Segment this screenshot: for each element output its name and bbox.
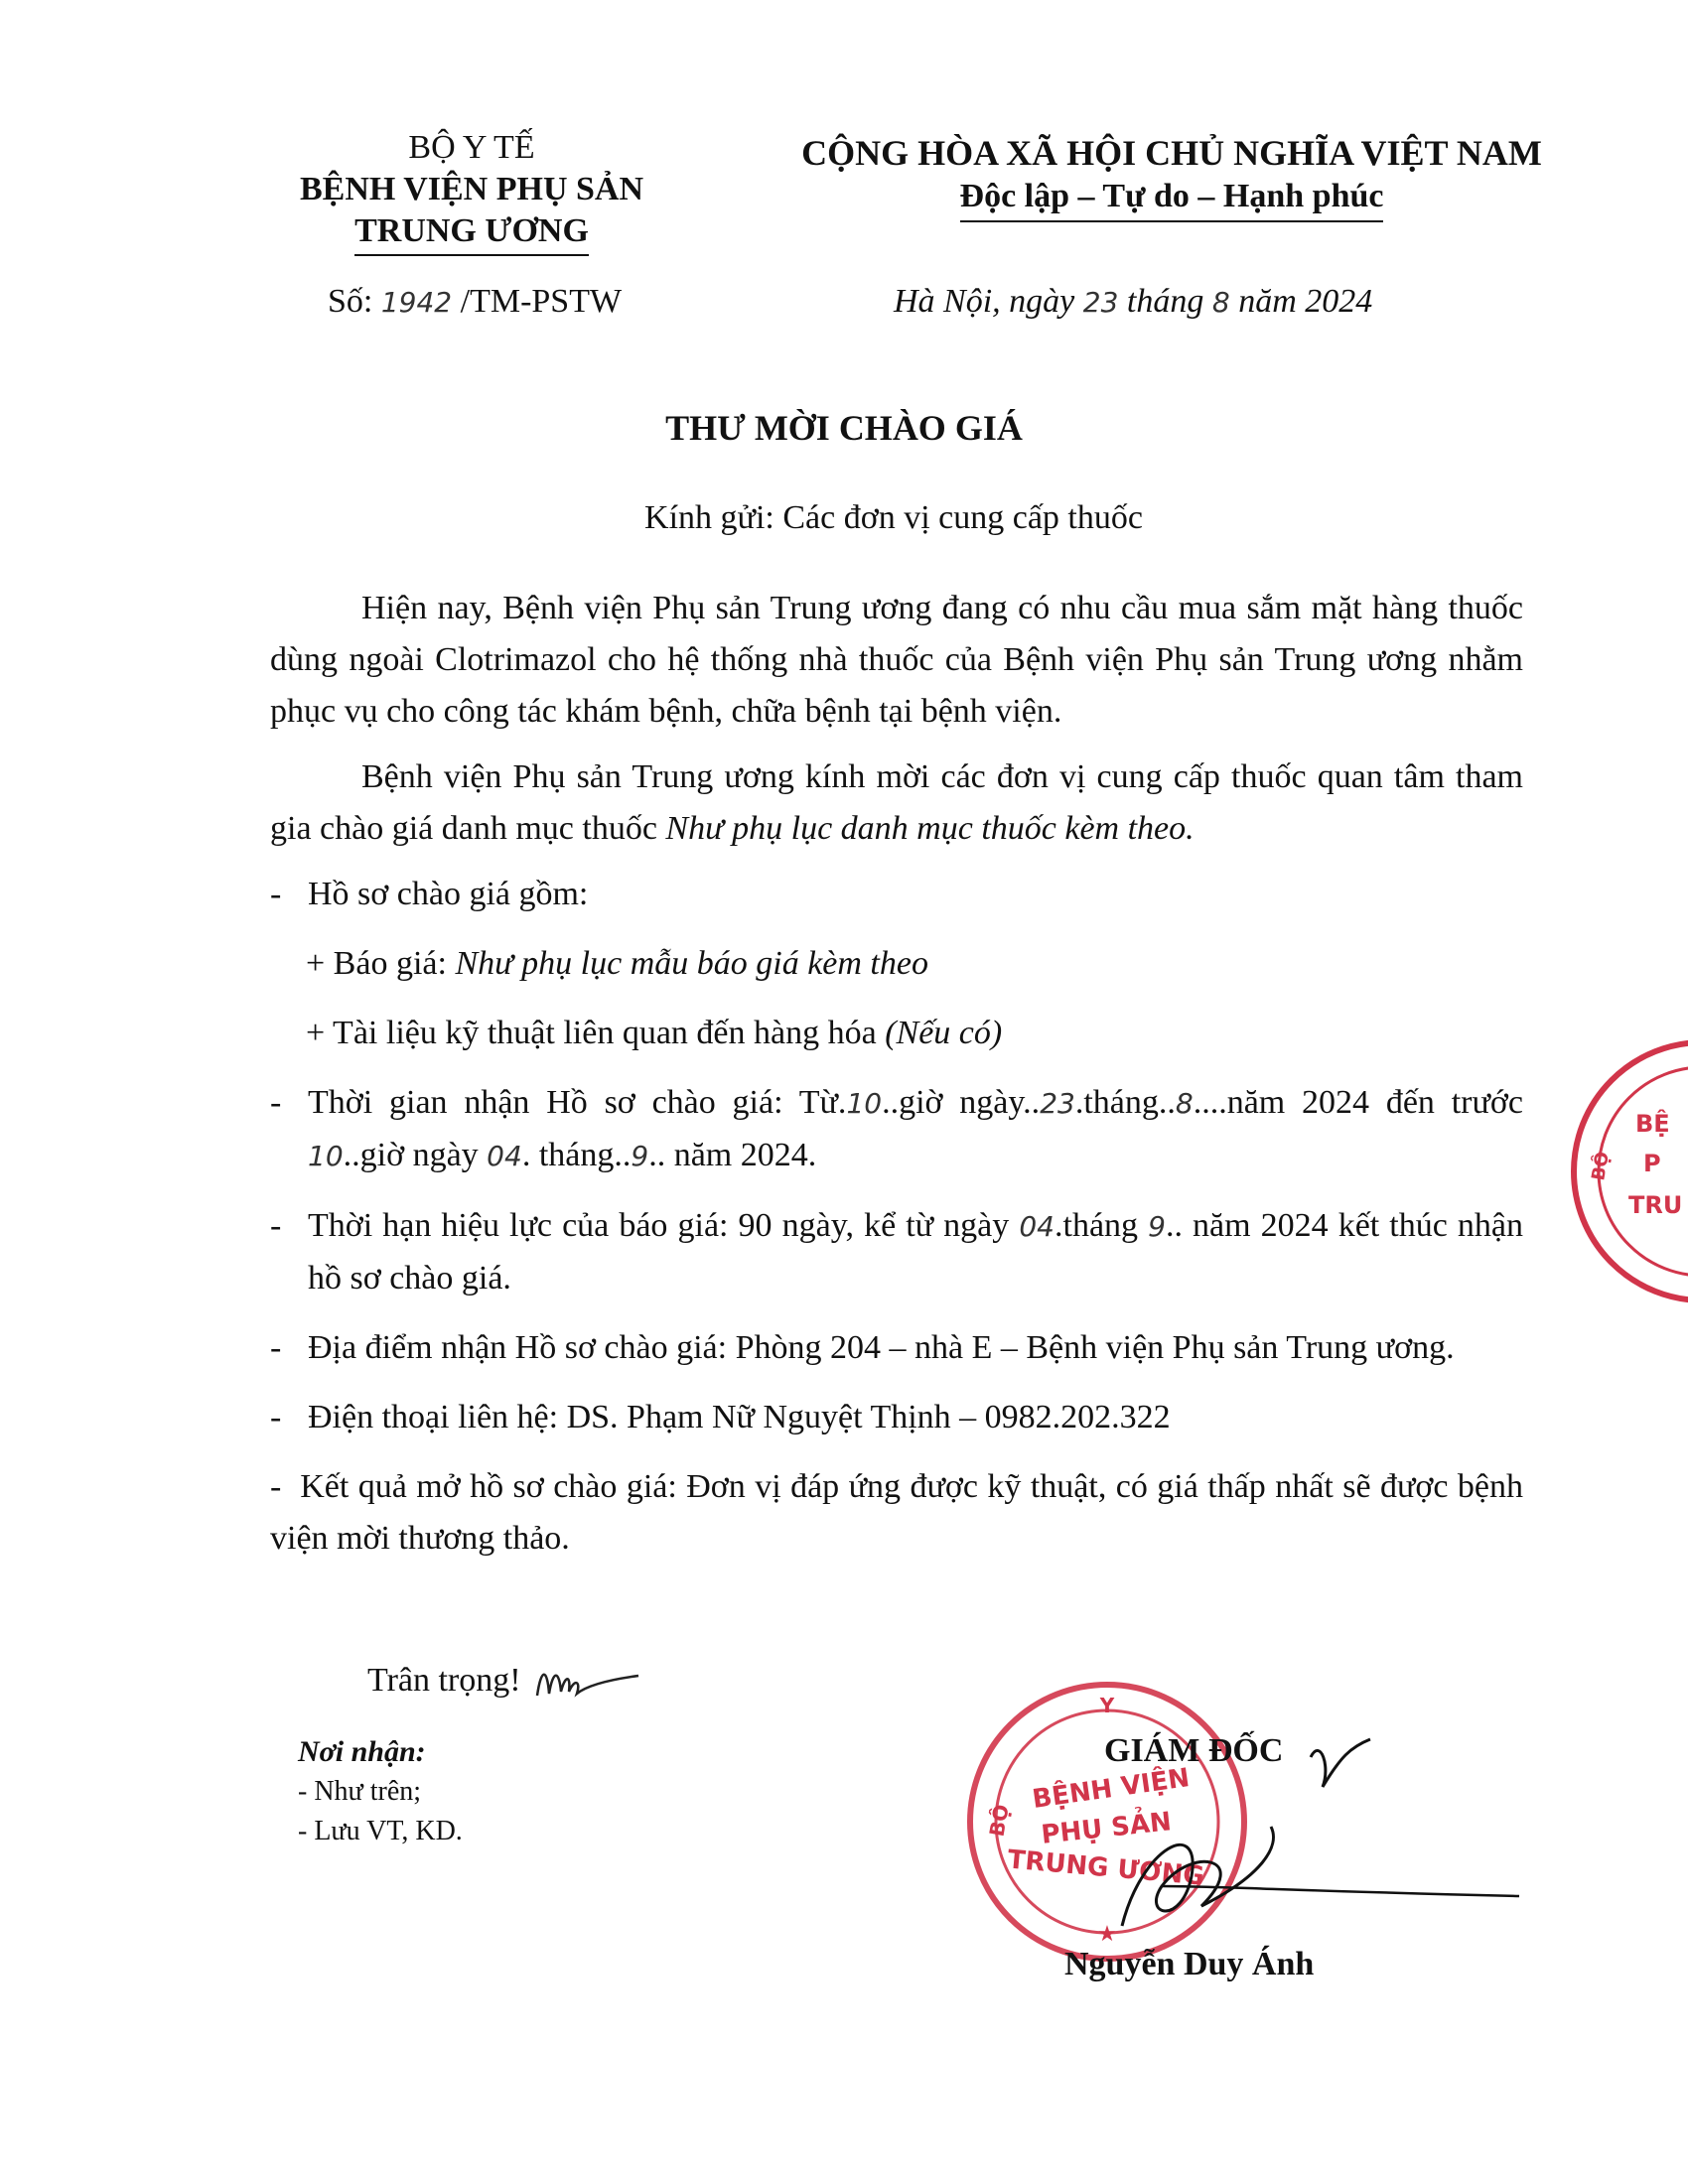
recipient-item: - Như trên; — [298, 1776, 422, 1807]
date-day-handwritten: 23 — [1082, 286, 1119, 319]
recipients-heading: Nơi nhận: — [298, 1735, 426, 1768]
time-hour2-handwritten: 10 — [308, 1140, 344, 1172]
time-day1-handwritten: 23 — [1040, 1087, 1075, 1120]
svg-text:Y: Y — [1099, 1694, 1115, 1717]
hospital-name-line2: TRUNG ƯƠNG — [354, 210, 589, 256]
dash-marker: - — [270, 1084, 282, 1121]
document-number — [328, 283, 622, 321]
date-year: năm 2024 — [1238, 283, 1373, 320]
invitation-text: Bệnh viện Phụ sản Trung ương kính mời các đơn vị cung cấp thuốc quan tâm tham gia chào giá danh mục thuốc — [270, 758, 1523, 847]
time-text-f: . tháng.. — [521, 1137, 632, 1173]
sub-item-docs — [270, 1008, 1523, 1059]
result-text: Kết quả mở hồ sơ chào giá: Đơn vị đáp ứng được kỹ thuật, có giá thấp nhất sẽ được bệnh viện mời thương thảo. — [270, 1468, 1524, 1557]
document-date — [894, 283, 1372, 321]
svg-text:BỘ: BỘ — [1588, 1150, 1614, 1182]
invitation-italic: Như phụ lục danh mục thuốc kèm theo. — [665, 810, 1195, 847]
date-month-handwritten: 8 — [1211, 286, 1230, 319]
list-item-dossier — [270, 869, 1523, 920]
national-motto: Độc lập – Tự do – Hạnh phúc — [960, 175, 1384, 222]
number-prefix: Số: — [328, 283, 373, 320]
time-month1-handwritten: 8 — [1175, 1087, 1194, 1120]
time-text-e: ..giờ ngày — [343, 1137, 488, 1173]
greeting: Kính gửi: Các đơn vị cung cấp thuốc — [644, 499, 1143, 536]
initial-signature — [529, 1658, 648, 1707]
issuing-authority — [248, 127, 695, 256]
director-signature — [1102, 1727, 1529, 1946]
docs-label: + Tài liệu kỹ thuật liên quan đến hàng hóa — [306, 1015, 877, 1051]
svg-text:BỆ: BỆ — [1635, 1110, 1670, 1138]
country-name: CỘNG HÒA XÃ HỘI CHỦ NGHĨA VIỆT NAM — [801, 133, 1542, 173]
validity-text-a: Thời hạn hiệu lực của báo giá: 90 ngày, kể từ ngày — [308, 1207, 1020, 1244]
time-month2-handwritten: 9 — [631, 1140, 649, 1172]
sub-item-quote — [270, 938, 1523, 990]
dash-marker: - — [270, 1329, 282, 1366]
dash-marker: - — [270, 1468, 301, 1505]
number-suffix: /TM-PSTW — [460, 283, 623, 320]
list-item-place — [270, 1322, 1523, 1374]
validity-month-handwritten: 9 — [1148, 1210, 1166, 1243]
closing-text: Trân trọng! — [367, 1661, 521, 1699]
validity-day-handwritten: 04 — [1019, 1210, 1055, 1243]
time-day2-handwritten: 04 — [487, 1140, 522, 1172]
svg-text:BỆNH VIỆN: BỆNH VIỆN — [1030, 1763, 1192, 1816]
signer-role: GIÁM ĐỐC — [1104, 1732, 1284, 1769]
dossier-text: Hồ sơ chào giá gồm: — [308, 876, 589, 912]
svg-text:TRUNG ƯƠNG: TRUNG ƯƠNG — [1006, 1844, 1205, 1892]
list-item-phone — [270, 1392, 1523, 1443]
validity-text-c: .. năm 2024 kết thúc nhận hồ sơ chào giá. — [308, 1207, 1524, 1297]
hospital-name-line1: BỆNH VIỆN PHỤ SẢN — [299, 171, 644, 207]
quote-italic: Như phụ lục mẫu báo giá kèm theo — [455, 945, 928, 982]
list-item-validity — [270, 1200, 1523, 1304]
signer-name: Nguyễn Duy Ánh — [1064, 1946, 1315, 1982]
letter-body — [270, 583, 1523, 1582]
list-item-result — [270, 1461, 1523, 1565]
time-text-d: ....năm 2024 đến trước — [1193, 1084, 1523, 1121]
recipient-item: - Lưu VT, KD. — [298, 1816, 463, 1846]
national-header — [715, 131, 1628, 222]
number-handwritten: 1942 — [380, 286, 453, 319]
svg-text:BỘ: BỘ — [984, 1802, 1014, 1839]
date-month-label: tháng — [1126, 283, 1204, 320]
docs-italic: (Nếu có) — [885, 1015, 1003, 1051]
partial-stamp — [1564, 1032, 1688, 1310]
svg-text:P: P — [1643, 1150, 1661, 1177]
dash-marker: - — [270, 1399, 282, 1435]
phone-text: Điện thoại liên hệ: DS. Phạm Nữ Nguyệt Thịnh – 0982.202.322 — [308, 1399, 1171, 1435]
time-text-b: ..giờ ngày.. — [882, 1084, 1041, 1121]
dash-marker: - — [270, 1207, 282, 1244]
ministry-name: BỘ Y TẾ — [408, 129, 535, 166]
list-item-time — [270, 1077, 1523, 1182]
time-text-g: .. năm 2024. — [648, 1137, 817, 1173]
recipients-block — [298, 1732, 463, 1851]
document-title: THƯ MỜI CHÀO GIÁ — [665, 408, 1023, 448]
time-text-c: .tháng.. — [1074, 1084, 1176, 1121]
time-hour1-handwritten: 10 — [846, 1087, 883, 1120]
closing — [367, 1658, 648, 1707]
paragraph-intro: Hiện nay, Bệnh viện Phụ sản Trung ương đang có nhu cầu mua sắm mặt hàng thuốc dùng ngoài Clotrimazol cho hệ thống nhà thuốc của Bệnh viện Phụ sản Trung ương nhằm phục vụ cho công tác khám bệnh, chữa bệnh tại bệnh viện. — [270, 590, 1523, 730]
time-text-a: Thời gian nhận Hồ sơ chào giá: Từ. — [308, 1084, 847, 1121]
dash-marker: - — [270, 876, 282, 912]
svg-text:TRU: TRU — [1628, 1191, 1683, 1219]
quote-label: + Báo giá: — [306, 945, 447, 982]
svg-text:PHỤ SẢN: PHỤ SẢN — [1040, 1807, 1174, 1850]
validity-text-b: .tháng — [1055, 1207, 1149, 1244]
paragraph-invitation — [270, 751, 1523, 855]
svg-text:★: ★ — [1097, 1922, 1117, 1947]
date-prefix: Hà Nội, ngày — [894, 283, 1075, 320]
place-text: Địa điểm nhận Hồ sơ chào giá: Phòng 204 – nhà E – Bệnh viện Phụ sản Trung ương. — [308, 1329, 1455, 1366]
